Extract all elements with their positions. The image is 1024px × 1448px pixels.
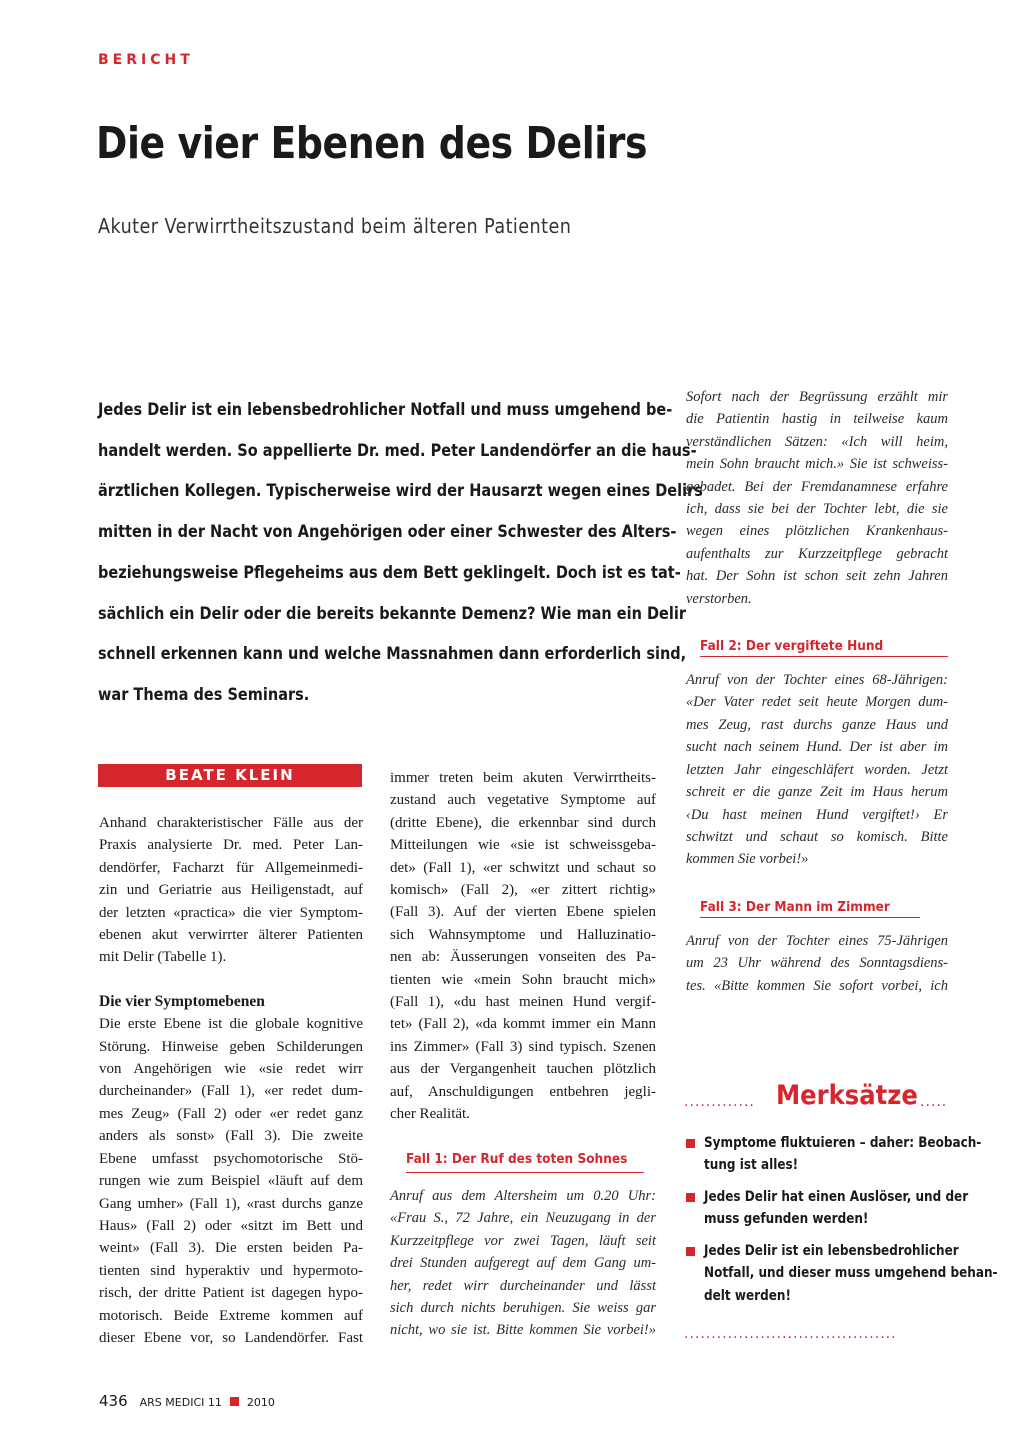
body-line: dieser Ebene vor, so Landendörfer. Fast — [99, 1329, 363, 1346]
square-separator-icon — [230, 1397, 239, 1406]
column-1 — [99, 812, 363, 1349]
journal-name: ARS MEDICI 11 — [139, 1396, 222, 1409]
body-line: (Fall 3). Auf der vierten Ebene spielen — [390, 904, 656, 921]
body-line: tet» (Fall 2), «da kommt immer ein Mann — [390, 1016, 656, 1033]
case-line: sucht nach seinem Hund. Der ist aber im — [686, 739, 948, 756]
body-line: Ebene umfasst psychomotorische Stö- — [99, 1150, 363, 1167]
case-line: gebadet. Bei der Fremdanamnese erfahre — [686, 478, 948, 495]
square-bullet-icon — [686, 1247, 695, 1256]
lead-line: sächlich ein Delir oder die bereits bekannte Demenz? Wie man ein Delir — [98, 603, 687, 623]
merksatz-line: Jedes Delir hat einen Auslöser, und der — [704, 1189, 969, 1205]
lead-line: war Thema des Seminars. — [98, 684, 310, 704]
author-byline: BEATE KLEIN — [98, 764, 362, 787]
merksatz-line: Notfall, und dieser muss umgehend behan- — [704, 1265, 998, 1282]
page-number: 436 — [99, 1392, 128, 1410]
case-line: verständlichen Sätzen: «Ich will heim, — [686, 433, 948, 450]
case-line: Anruf von der Tochter eines 68-Jährigen: — [686, 672, 948, 689]
body-line: nen ab: Äusserungen vonseiten des Pa- — [390, 949, 656, 966]
body-line: Gang umher» (Fall 1), «rast durchs ganze — [99, 1195, 363, 1212]
body-line: (Fall 1), «du hast meinen Hund vergif- — [390, 994, 656, 1011]
body-line: tienten sind hyperaktiv und hypermoto- — [99, 1262, 363, 1279]
case-3-heading: Fall 3: Der Mann im Zimmer — [700, 899, 920, 918]
body-line: Haus» (Fall 2) oder «sitzt im Bett und — [99, 1217, 363, 1234]
case-line: Anruf von der Tochter eines 75-Jährigen — [686, 932, 948, 949]
lead-line: handelt werden. So appellierte Dr. med. Peter Landendörfer an die haus- — [98, 440, 697, 460]
column-2 — [390, 767, 656, 1342]
case-line: schreit er die ganze Zeit im Haus herum — [686, 784, 948, 801]
body-line: anders als sonst» (Fall 3). Die zweite — [99, 1128, 363, 1145]
body-line: sich Wahnsymptome und Halluzinatio- — [390, 926, 656, 943]
body-line: motorisch. Beide Extreme kommen auf — [99, 1307, 363, 1324]
merksatz-line: Symptome fluktuieren – daher: Beobach- — [704, 1135, 982, 1151]
case-line: die Patientin hastig in teilweise kaum — [686, 411, 948, 428]
dotted-rule: ............. — [684, 1094, 755, 1110]
merksaetze-title: Merksätze — [776, 1080, 918, 1111]
body-line: tienten wie «mein Sohn braucht mich» — [390, 971, 656, 988]
body-line: ebenen akut verwirrter älterer Patienten — [99, 927, 363, 944]
body-line: det» (Fall 1), «er schwitzt und schaut so — [390, 859, 656, 876]
merksatz-line: delt werden! — [704, 1287, 791, 1304]
square-bullet-icon — [686, 1193, 695, 1202]
body-line: Mitteilungen wie «sie ist schweissgeba- — [390, 837, 656, 854]
case-2-text — [686, 669, 948, 871]
body-line: mit Delir (Tabelle 1). — [99, 949, 227, 966]
case-line: nicht, wo sie ist. Bitte kommen Sie vorbei!» — [390, 1322, 656, 1339]
square-bullet-icon — [686, 1139, 695, 1148]
body-line: dendörfer, Facharzt für Allgemeinmedi- — [99, 859, 363, 876]
subhead-symptomebenen: Die vier Symptomebenen — [99, 992, 265, 1010]
body-line: risch, der dritte Patient ist dagegen hypo- — [99, 1285, 363, 1302]
case-line: Sofort nach der Begrüssung erzählt mir — [686, 389, 948, 405]
case-line: Kurzzeitpflege vor zwei Tagen, läuft seit — [390, 1232, 656, 1249]
case-line: her, redet wirr durcheinander und lässt — [390, 1277, 656, 1294]
dotted-rule-bottom: ....................................... — [684, 1326, 897, 1342]
case-line: letzten Jahr eingeschläfert worden. Jetzt — [686, 761, 948, 778]
case-line: um 23 Uhr während des Sonntagsdiens- — [686, 955, 948, 972]
case-line: schwitzt und schaut so komisch. Bitte — [686, 828, 948, 845]
body-line: komisch» (Fall 2), «er zittert richtig» — [390, 882, 656, 899]
body-line: ins Zimmer» (Fall 3) sind typisch. Szenen — [390, 1038, 656, 1055]
case-line: kommen Sie vorbei!» — [686, 851, 809, 868]
merksatz-line: muss gefunden werden! — [704, 1211, 869, 1228]
body-line: der letzten «practica» die vier Symptom- — [99, 904, 363, 921]
lead-line: mitten in der Nacht von Angehörigen oder einer Schwester des Alters- — [98, 522, 677, 542]
lead-line: beziehungsweise Pflegeheims aus dem Bett geklingelt. Doch ist es tat- — [98, 562, 681, 582]
body-line: auf, Anschuldigungen entbehren jegli- — [390, 1083, 656, 1100]
lead-line: schnell erkennen kann und welche Massnahmen dann erforderlich sind, — [98, 644, 687, 664]
case-line: mes Zeug, rast durchs ganze Haus und — [686, 716, 948, 733]
body-line: (dritte Ebene), die erkennbar sind durch — [390, 814, 656, 831]
merksatz-item — [686, 1186, 969, 1232]
article-title: Die vier Ebenen des Delirs — [96, 118, 648, 169]
body-line: Störung. Hinweise geben Schilderungen — [99, 1038, 363, 1055]
case-line: sich durch nichts beruhigen. Sie weiss gar — [390, 1299, 656, 1316]
case-line: aufenthalts zur Kurzzeitpflege gebracht — [686, 545, 948, 562]
body-line: rungen wie zum Beispiel «läuft auf dem — [99, 1173, 363, 1190]
case-1-text — [390, 1185, 656, 1342]
body-line: durcheinander» (Fall 1), «er redet dum- — [99, 1083, 363, 1100]
case-line: wegen eines plötzlichen Krankenhaus- — [686, 523, 948, 540]
body-line: zin und Geriatrie aus Heiligenstadt, auf — [99, 882, 363, 899]
case-1-continuation — [686, 386, 948, 610]
merksaetze-header — [684, 1080, 956, 1116]
body-line: aus der Vergangenheit tauchen plötzlich — [390, 1061, 656, 1078]
case-line: Anruf aus dem Altersheim um 0.20 Uhr: — [390, 1187, 656, 1204]
case-line: mein Sohn braucht mich.» Sie ist schweiss- — [686, 456, 948, 473]
lead-line: Jedes Delir ist ein lebensbedrohlicher Notfall und muss umgehend be- — [98, 400, 673, 419]
case-line: ich, dass sie bei der Tochter lebt, die sie — [686, 501, 948, 518]
section-label: BERICHT — [98, 52, 194, 68]
journal-year: 2010 — [246, 1396, 275, 1409]
body-line: mes Zeug» (Fall 2) oder «er redet ganz — [99, 1105, 363, 1122]
case-line: drei Stunden aufgeregt auf dem Gang um- — [390, 1255, 656, 1272]
merksatz-item — [686, 1132, 982, 1178]
body-line: immer treten beim akuten Verwirrtheits- — [390, 770, 656, 786]
case-line: ‹Du hast meinen Hund vergiftet!› Er — [686, 806, 948, 823]
case-line: «Der Vater redet seit heute Morgen dum- — [686, 694, 948, 711]
case-line: verstorben. — [686, 590, 752, 607]
merksatz-line: tung ist alles! — [704, 1157, 799, 1174]
merksatz-item — [686, 1240, 998, 1310]
body-line: Die erste Ebene ist die globale kognitive — [99, 1016, 363, 1033]
case-3-text — [686, 930, 948, 997]
case-2-heading: Fall 2: Der vergiftete Hund — [700, 638, 948, 657]
case-line: «Frau S., 72 Jahre, ein Neuzugang in der — [390, 1210, 656, 1227]
body-line: Praxis analysierte Dr. med. Peter Lan- — [99, 837, 363, 854]
body-line: weint» (Fall 3). Die ersten beiden Pa- — [99, 1240, 363, 1257]
column-3 — [686, 386, 948, 997]
body-line: von Angehörigen wie «sie redet wirr — [99, 1061, 363, 1078]
merksatz-line: Jedes Delir ist ein lebensbedrohlicher — [704, 1243, 959, 1259]
case-1-heading: Fall 1: Der Ruf des toten Sohnes — [406, 1148, 644, 1173]
body-line: cher Realität. — [390, 1106, 470, 1123]
dotted-rule: ..... — [920, 1094, 948, 1110]
case-line: tes. «Bitte kommen Sie sofort vorbei, ich — [686, 977, 948, 994]
body-line: zustand auch vegetative Symptome auf — [390, 792, 656, 809]
case-line: hat. Der Sohn ist schon seit zehn Jahren — [686, 568, 948, 585]
body-line: Anhand charakteristischer Fälle aus der — [99, 815, 363, 831]
page-footer — [99, 1392, 275, 1411]
lead-paragraph — [98, 390, 703, 716]
article-subtitle: Akuter Verwirrtheitszustand beim älteren Patienten — [98, 214, 572, 238]
lead-line: ärztlichen Kollegen. Typischerweise wird der Hausarzt wegen eines Delirs — [98, 481, 703, 501]
